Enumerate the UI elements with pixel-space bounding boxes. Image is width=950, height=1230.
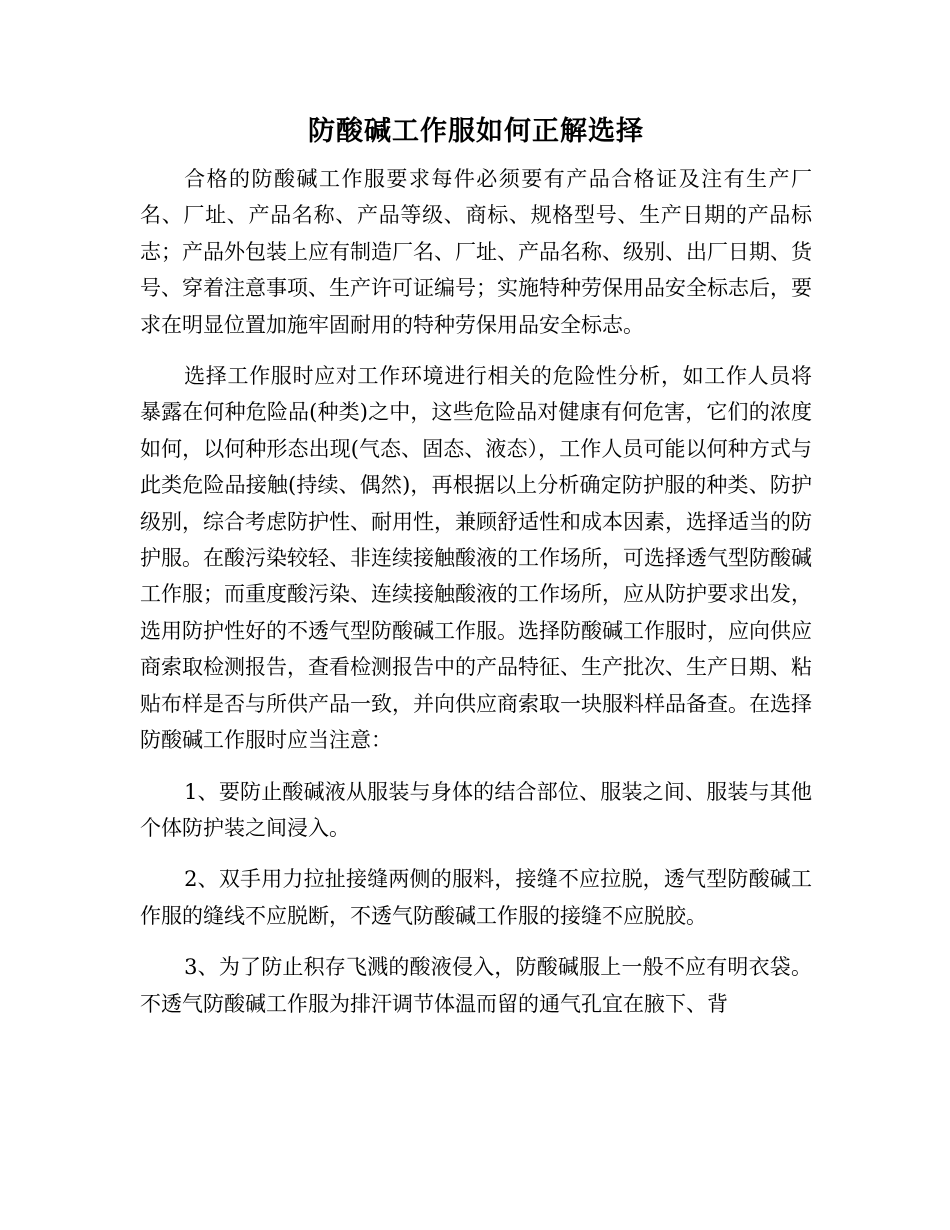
paragraph-note-2: 2、双手用力拉扯接缝两侧的服料，接缝不应拉脱，透气型防酸碱工作服的缝线不应脱断，不透气防酸碱工作服的接缝不应脱胶。	[140, 867, 812, 928]
paragraph-note-3: 3、为了防止积存飞溅的酸液侵入，防酸碱服上一般不应有明衣袋。不透气防酸碱工作服为排汗调节体温而留的通气孔宜在腋下、背	[140, 955, 812, 1016]
paragraph-certification: 合格的防酸碱工作服要求每件必须要有产品合格证及注有生产厂名、厂址、产品名称、产品等级、商标、规格型号、生产日期的产品标志；产品外包装上应有制造厂名、厂址、产品名称、级别、出厂日期、货号、穿着注意事项、生产许可证编号；实施特种劳保用品安全标志后，要求在明显位置加施牢固耐用的特种劳保用品安全标志。	[140, 167, 812, 337]
paragraph-note-1: 1、要防止酸碱液从服装与身体的结合部位、服装之间、服装与其他个体防护装之间浸入。	[140, 779, 812, 840]
paragraph-selection: 选择工作服时应对工作环境进行相关的危险性分析，如工作人员将暴露在何种危险品(种类)之中，这些危险品对健康有何危害，它们的浓度如何，以何种形态出现(气态、固态、液态），工作人员可能以何种方式与此类危险品接触(持续、偶然)，再根据以上分析确定防护服的种类、防护级别，综合考虑防护性、耐用性，兼顾舒适性和成本因素，选择适当的防护服。在酸污染较轻、非连续接触酸液的工作场所，可选择透气型防酸碱工作服；而重度酸污染、连续接触酸液的工作场所，应从防护要求出发，选用防护性好的不透气型防酸碱工作服。选择防酸碱工作服时，应向供应商索取检测报告，查看检测报告中的产品特征、生产批次、生产日期、粘贴布样是否与所供产品一致，并向供应商索取一块服料样品备查。在选择防酸碱工作服时应当注意：	[140, 364, 812, 753]
document-title: 防酸碱工作服如何正解选择	[308, 116, 644, 147]
